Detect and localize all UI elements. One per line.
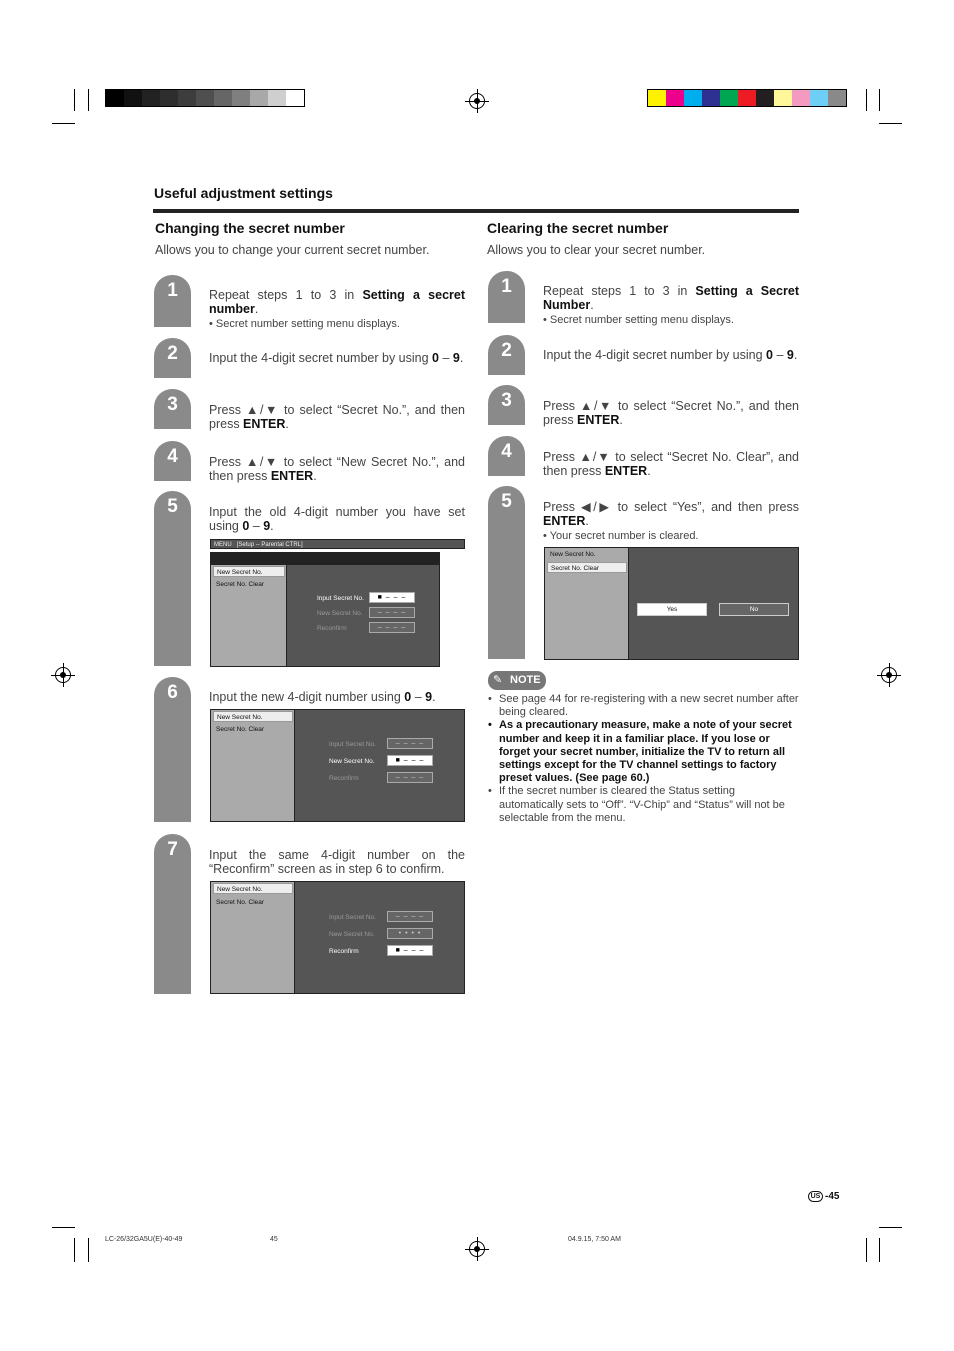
step-text (209, 455, 465, 483)
footer-page: 45 (270, 1236, 278, 1243)
step-text-part: Input the new 4-digit number using (209, 690, 405, 704)
step-marker (488, 436, 525, 476)
step-text-part: . (619, 413, 623, 427)
step-subnote: • Secret number setting menu displays. (209, 318, 400, 330)
registration-mark-icon (469, 93, 485, 109)
calibration-swatch (738, 90, 756, 106)
step-text-bold: ENTER (543, 514, 586, 528)
step-subnote: • Secret number setting menu displays. (543, 314, 734, 326)
note-badge-label: NOTE (510, 674, 541, 686)
step-text-part: Press ▲/▼ to select “New Secret No.”, and then press (209, 455, 465, 483)
gray-calibration-strip (105, 89, 305, 107)
step-marker (488, 486, 525, 659)
label-reconfirm: Reconfirm (329, 775, 359, 782)
step-text-bold: Setting a secret number (209, 288, 465, 316)
screen-body (210, 552, 440, 667)
step-marker (154, 389, 191, 429)
calibration-swatch (702, 90, 720, 106)
step-marker (488, 335, 525, 375)
step-text-part: – (411, 690, 426, 704)
section-rule (153, 209, 799, 213)
tv-screen-clear (544, 547, 799, 660)
step-text-part: Input the old 4-digit number you have set using (209, 505, 465, 533)
step-text-part: Repeat steps 1 to 3 in (543, 284, 696, 298)
step-marker (154, 677, 191, 822)
step-text-part: – (249, 519, 264, 533)
step-text-bold: ENTER (270, 469, 314, 483)
screen-header-strip (211, 553, 439, 565)
menu-item-new-secret[interactable]: New Secret No. (213, 711, 293, 722)
menu-item-secret-clear[interactable]: Secret No. Clear (216, 581, 265, 588)
registration-mark-icon (881, 667, 897, 683)
step-text (209, 690, 465, 704)
note-item: • See page 44 for re-registering with a new secret number after being cleared. (488, 693, 799, 719)
label-reconfirm: Reconfirm (329, 948, 359, 955)
label-new-secret: New Secret No. (317, 610, 363, 617)
crop-mark (52, 123, 75, 124)
step-number: 3 (167, 394, 178, 415)
note-item: • If the secret number is cleared the Status setting automatically sets to “Off”. “V-Chip” and “Status” will not be selectable from the menu. (488, 785, 799, 825)
step-number: 4 (501, 441, 512, 462)
left-heading: Changing the secret number (155, 220, 345, 236)
right-heading: Clearing the secret number (487, 220, 669, 236)
step-marker (154, 491, 191, 666)
field-new-secret[interactable]: – – – – (369, 607, 415, 618)
step-text-bold: ENTER (577, 413, 620, 427)
calibration-swatch (196, 90, 214, 106)
crop-mark (74, 1238, 75, 1262)
pencil-icon: ✎ (493, 674, 503, 686)
step-text-bold: 9 (263, 519, 271, 533)
menu-item-secret-clear[interactable]: Secret No. Clear (216, 726, 265, 733)
note-list (488, 693, 799, 825)
step-number: 3 (501, 390, 512, 411)
color-calibration-strip (647, 89, 847, 107)
step-text-part: Input the same 4-digit number on the “Reconfirm” screen as in step 6 to confirm. (209, 848, 465, 876)
field-input-secret[interactable]: – – – – (387, 911, 433, 922)
menu-label: MENU (214, 542, 232, 548)
tv-screen-step7 (210, 881, 465, 994)
step-text-part: Input the 4-digit secret number by using (209, 351, 433, 365)
field-new-secret[interactable]: • • • • (387, 928, 433, 939)
label-input-secret: Input Secret No. (329, 914, 376, 921)
step-text-part: Repeat steps 1 to 3 in (209, 288, 363, 302)
step-text-part: . (459, 351, 464, 365)
step-text (543, 348, 799, 362)
step-text (543, 500, 799, 543)
field-new-secret[interactable]: ■ – – – (387, 755, 433, 766)
field-reconfirm[interactable]: – – – – (387, 772, 433, 783)
crop-mark (88, 1238, 89, 1262)
tv-screen-step5 (210, 539, 465, 667)
crop-mark (52, 1227, 75, 1228)
step-text (209, 403, 465, 431)
step-marker (488, 385, 525, 425)
step-number: 7 (167, 839, 178, 860)
label-input-secret: Input Secret No. (329, 741, 376, 748)
step-text-bold: 0 (242, 519, 250, 533)
step-subnote: • Your secret number is cleared. (543, 530, 699, 542)
step-text (543, 450, 799, 478)
step-number: 6 (167, 682, 178, 703)
step-text (209, 288, 465, 331)
left-description: Allows you to change your current secret number. (155, 243, 430, 257)
field-reconfirm[interactable]: ■ – – – (387, 945, 433, 956)
registration-mark-icon (469, 1241, 485, 1257)
note-badge (488, 671, 546, 690)
calibration-swatch (684, 90, 702, 106)
step-text-bold: 0 (404, 690, 412, 704)
step-text-part: . (313, 469, 317, 483)
menu-breadcrumb: [Setup -- Parental CTRL] (236, 542, 303, 548)
calibration-swatch (142, 90, 160, 106)
menu-item-new-secret[interactable]: New Secret No. (213, 883, 293, 894)
step-marker (488, 271, 525, 323)
step-text-part: . (585, 514, 589, 528)
step-number: 5 (501, 491, 512, 512)
menu-item-secret-clear[interactable]: Secret No. Clear (547, 562, 627, 573)
step-text-part: – (439, 351, 453, 365)
step-text (543, 399, 799, 427)
step-text-part: Press ▲/▼ to select “Secret No.”, and then press (209, 403, 465, 431)
calibration-swatch (756, 90, 774, 106)
calibration-swatch (828, 90, 846, 106)
calibration-swatch (286, 90, 304, 106)
step-marker (154, 834, 191, 994)
step-text-part: . (270, 519, 274, 533)
crop-mark (879, 89, 880, 111)
step-text-part: Press ▲/▼ to select “Secret No.”, and then press (543, 399, 799, 427)
registration-mark-icon (55, 667, 71, 683)
calibration-swatch (178, 90, 196, 106)
step-text (209, 505, 465, 533)
calibration-swatch (214, 90, 232, 106)
section-title: Useful adjustment settings (154, 185, 333, 201)
step-number: 2 (167, 343, 178, 364)
calibration-swatch (810, 90, 828, 106)
step-text-part: . (647, 464, 651, 478)
crop-mark (866, 89, 867, 111)
menu-item-secret-clear[interactable]: Secret No. Clear (216, 899, 265, 906)
step-text (209, 848, 465, 876)
tv-screen-step6 (210, 709, 465, 822)
label-new-secret: New Secret No. (329, 931, 375, 938)
calibration-swatch (124, 90, 142, 106)
step-text-bold: ENTER (604, 464, 648, 478)
menu-bar (210, 539, 465, 549)
page-number (808, 1191, 839, 1202)
step-marker (154, 338, 191, 378)
right-description: Allows you to clear your secret number. (487, 243, 706, 257)
crop-mark (88, 89, 89, 111)
step-text-part: – (773, 348, 787, 362)
note-item: • As a precautionary measure, make a note of your secret number and keep it in a familiar place. If you lose or forget your secret number, initialize the TV to return all settings except for the TV channel settings to factory preset values. (See page 60.) (488, 719, 799, 785)
calibration-swatch (720, 90, 738, 106)
step-marker (154, 275, 191, 327)
step-text (543, 284, 799, 327)
calibration-swatch (666, 90, 684, 106)
page-number-text: -45 (825, 1191, 840, 1202)
calibration-swatch (106, 90, 124, 106)
step-text-part: . (432, 690, 436, 704)
crop-mark (879, 1238, 880, 1262)
step-text-bold: 0 (432, 351, 439, 365)
crop-mark (866, 1238, 867, 1262)
step-text-bold: ENTER (243, 417, 286, 431)
step-number: 4 (167, 446, 178, 467)
step-text-part: Press ◀/▶ to select “Yes”, and then press (543, 500, 799, 514)
label-input-secret: Input Secret No. (317, 595, 364, 602)
step-text-part: . (285, 417, 289, 431)
step-text-part: . (793, 348, 798, 362)
region-badge: US (808, 1191, 823, 1202)
no-button[interactable]: No (719, 603, 789, 616)
step-text-bold: 9 (452, 351, 460, 365)
field-reconfirm[interactable]: – – – – (369, 622, 415, 633)
label-new-secret: New Secret No. (329, 758, 375, 765)
menu-item-new-secret[interactable]: New Secret No. (213, 566, 285, 577)
footer-date: 04.9.15, 7:50 AM (568, 1236, 621, 1243)
calibration-swatch (250, 90, 268, 106)
step-text-bold: 9 (425, 690, 433, 704)
crop-mark (879, 1227, 902, 1228)
step-text (209, 351, 465, 365)
step-text-bold: 0 (766, 348, 773, 362)
calibration-swatch (160, 90, 178, 106)
footer-filename: LC-26/32GA5U(E)-40-49 (105, 1236, 183, 1243)
calibration-swatch (268, 90, 286, 106)
field-input-secret[interactable]: ■ – – – (369, 592, 415, 603)
calibration-swatch (774, 90, 792, 106)
step-text-part: . (590, 298, 594, 312)
calibration-swatch (232, 90, 250, 106)
step-text-part: Input the 4-digit secret number by using (543, 348, 767, 362)
step-text-bold: 9 (786, 348, 794, 362)
step-marker (154, 441, 191, 481)
crop-mark (74, 89, 75, 111)
step-text-bold: Setting a Secret Number (543, 284, 799, 312)
calibration-swatch (792, 90, 810, 106)
label-reconfirm: Reconfirm (317, 625, 347, 632)
step-number: 2 (501, 340, 512, 361)
calibration-swatch (648, 90, 666, 106)
yes-button[interactable]: Yes (637, 603, 707, 616)
field-input-secret[interactable]: – – – – (387, 738, 433, 749)
step-text-part: Press ▲/▼ to select “Secret No. Clear”, and then press (543, 450, 799, 478)
step-number: 1 (167, 280, 178, 301)
step-number: 5 (167, 496, 178, 517)
step-text-part: . (254, 302, 259, 316)
menu-item-new-secret[interactable]: New Secret No. (550, 551, 596, 558)
crop-mark (879, 123, 902, 124)
step-number: 1 (501, 276, 512, 297)
